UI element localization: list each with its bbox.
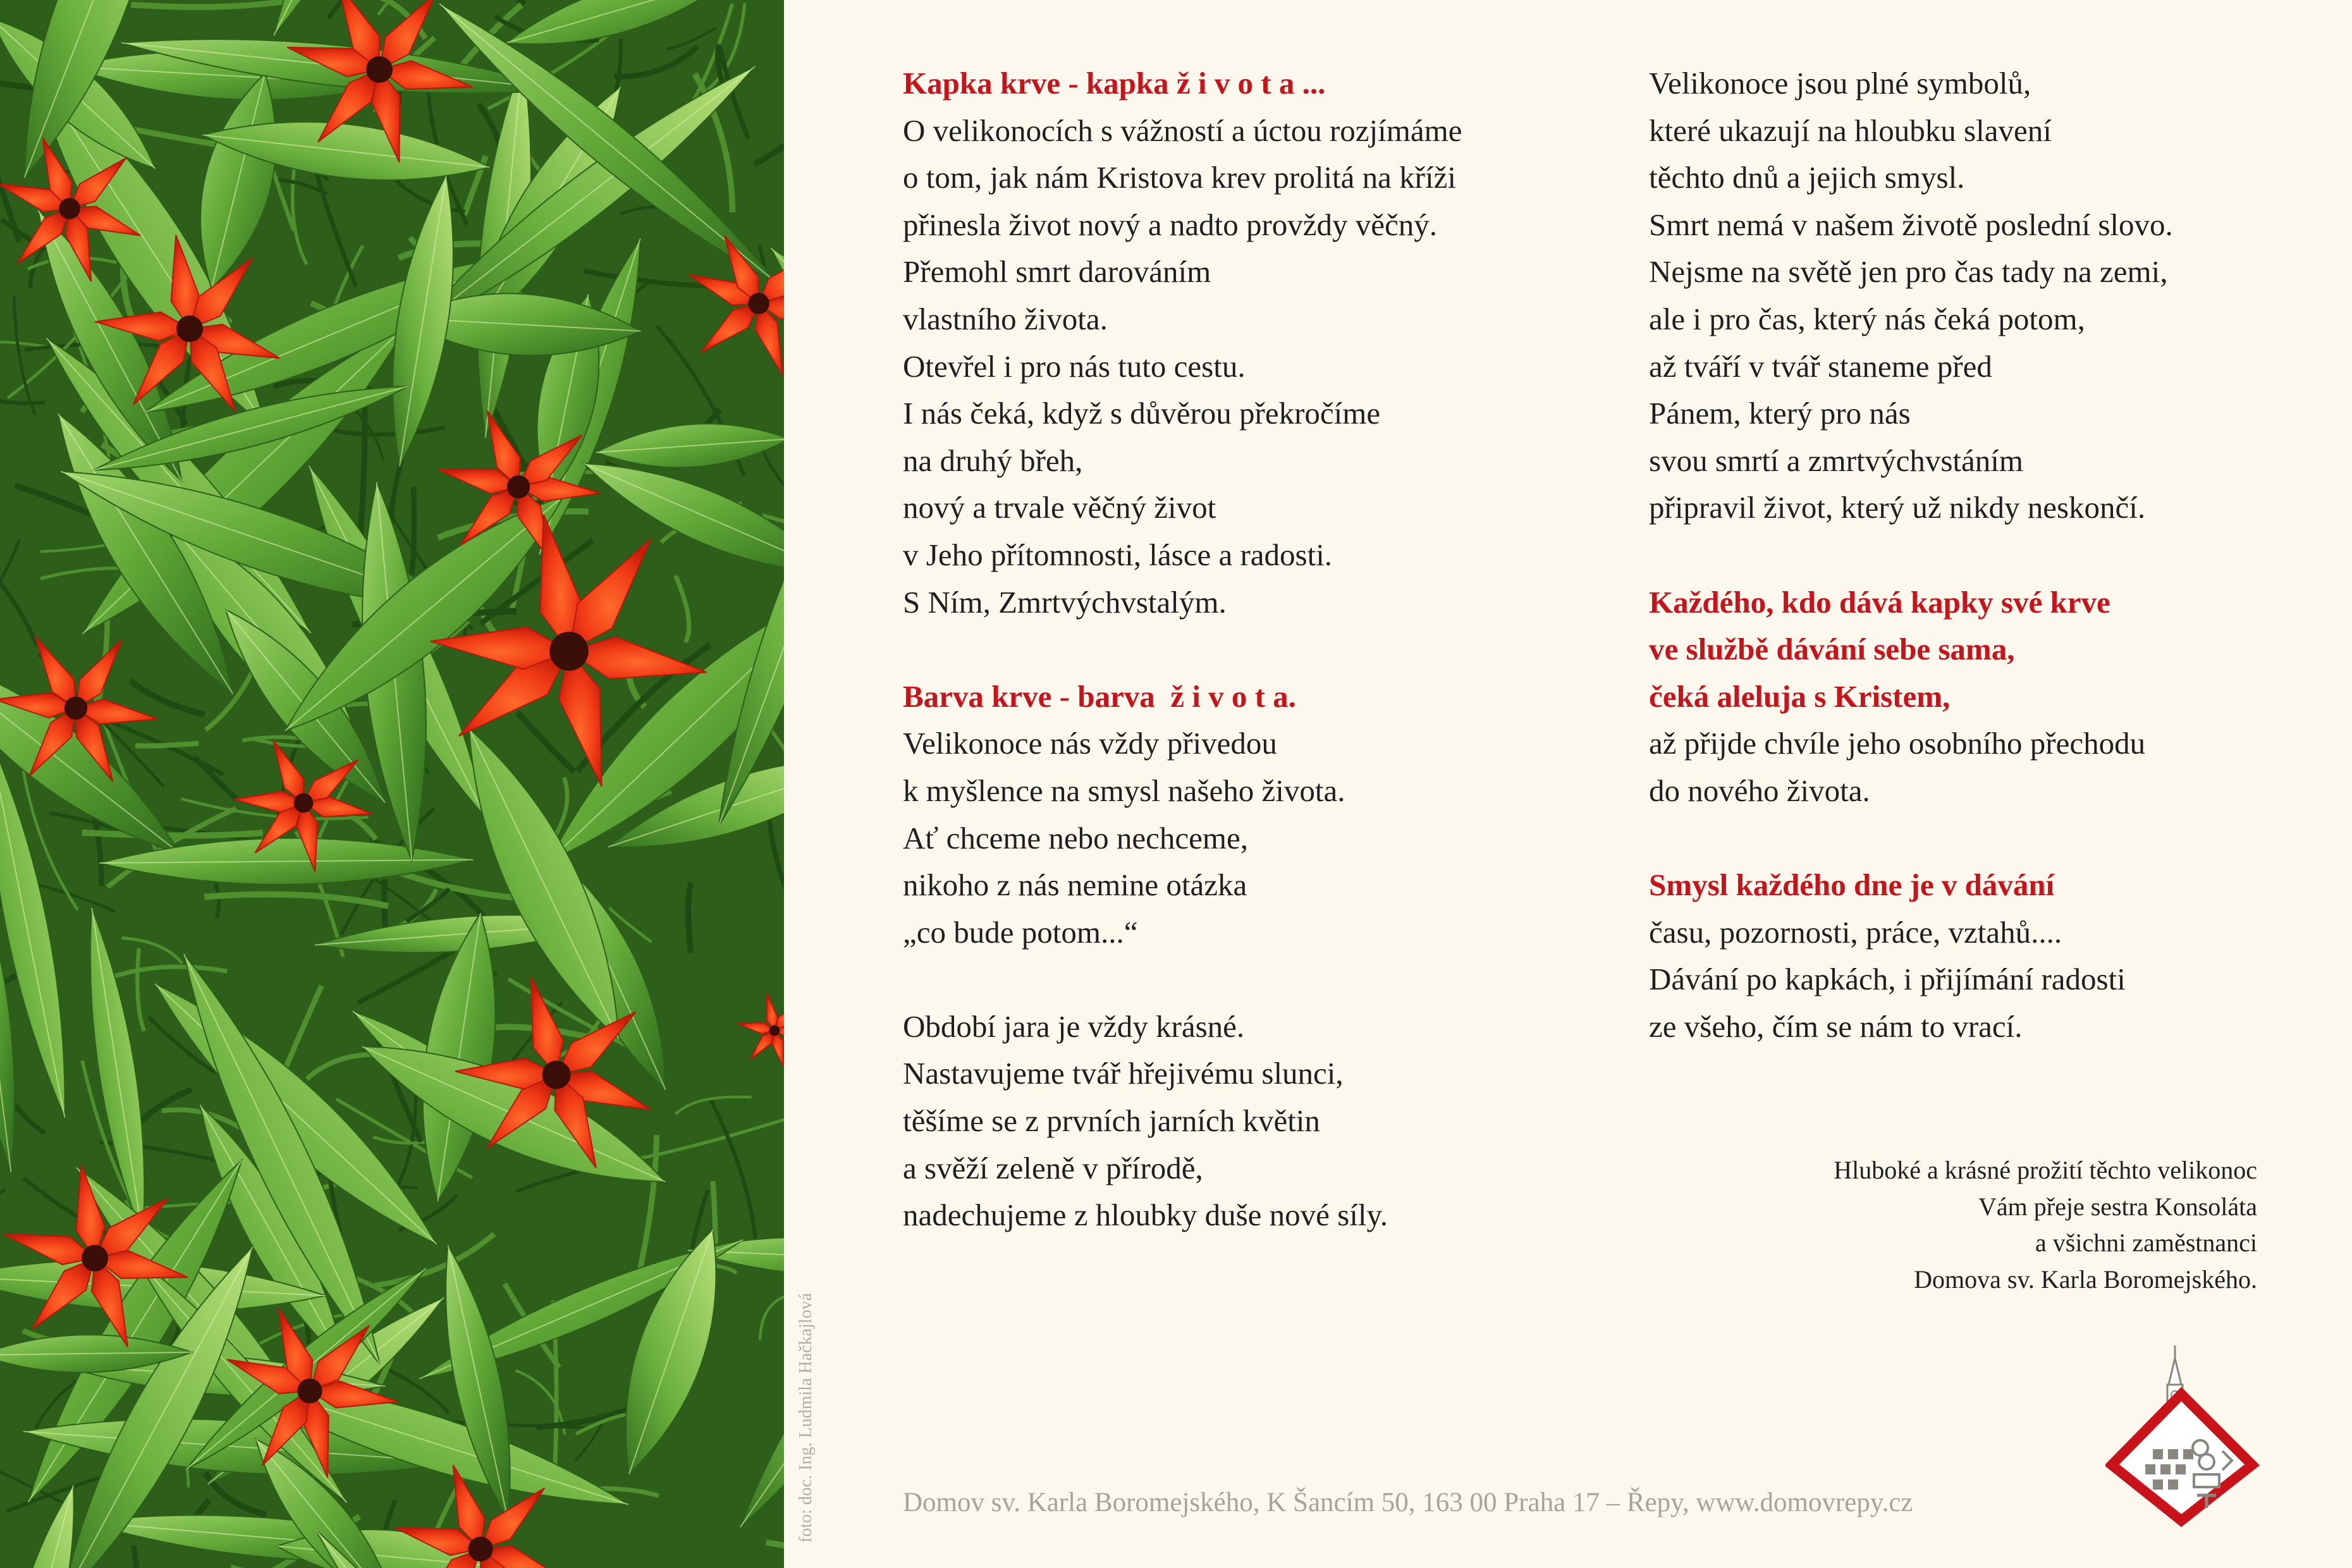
right-text-column <box>1649 60 2173 1050</box>
text-line: času, pozornosti, práce, vztahů.... <box>1649 914 2062 950</box>
closing-line: Domova sv. Karla Boromejského. <box>1914 1265 2257 1294</box>
text-line: Nastavujeme tvář hřejivému slunci, <box>903 1056 1344 1091</box>
text-line: až tváří v tvář staneme před <box>1649 348 1992 384</box>
photo-credit-text: foto: doc. Ing. Ludmila Hačkajlová <box>796 1293 816 1543</box>
tulips-photo <box>0 0 784 1568</box>
text-line: Ať chceme nebo nechceme, <box>903 820 1249 855</box>
footer-address: Domov sv. Karla Boromejského, K Šancím 50, 163 00 Praha 17 – Řepy, www.domovrepy.cz <box>903 1488 1913 1517</box>
text-line: v Jeho přítomnosti, lásce a radosti. <box>903 537 1333 572</box>
blank-line <box>903 956 1462 1003</box>
text-line: Velikonoce jsou plné symbolů, <box>1649 66 2031 101</box>
closing-line: Hluboké a krásné prožití těchto velikonoc <box>1834 1156 2257 1184</box>
photo-credit <box>793 1214 819 1543</box>
text-line: Dávání po kapkách, i přijímání radosti <box>1649 962 2126 997</box>
blank-line <box>1649 815 2173 862</box>
text-line: Otevřel i pro nás tuto cestu. <box>903 348 1246 384</box>
text-line: těšíme se z prvních jarních květin <box>903 1103 1320 1139</box>
left-text-column <box>903 60 1462 1239</box>
closing-line: Vám přeje sestra Konsoláta <box>1978 1192 2257 1221</box>
heading-line: čeká aleluja s Kristem, <box>1649 678 1951 714</box>
text-line: S Ním, Zmrtvýchvstalým. <box>903 584 1227 620</box>
text-line: nikoho z nás nemine otázka <box>903 867 1247 903</box>
text-line: Období jara je vždy krásné. <box>903 1008 1245 1044</box>
text-line: nový a trvale věčný život <box>903 490 1216 525</box>
text-line: do nového života. <box>1649 773 1870 808</box>
text-line: Smrt nemá v našem životě poslední slovo. <box>1649 207 2173 242</box>
text-line: ze všeho, čím se nám to vrací. <box>1649 1008 2023 1044</box>
closing-line: a všichni zaměstnanci <box>2035 1228 2257 1257</box>
red-tulips-photo-icon <box>0 0 784 1568</box>
text-line: těchto dnů a jejich smysl. <box>1649 160 1965 195</box>
text-line: připravil život, který už nikdy neskončí. <box>1649 490 2146 525</box>
text-line: Přemohl smrt darováním <box>903 254 1211 290</box>
text-line: O velikonocích s vážností a úctou rozjímáme <box>903 113 1462 148</box>
text-line: I nás čeká, když s důvěrou překročíme <box>903 396 1381 431</box>
blank-line <box>903 626 1462 673</box>
text-line: vlastního života. <box>903 301 1108 336</box>
text-line: až přijde chvíle jeho osobního přechodu <box>1649 726 2146 761</box>
text-line: nadechujeme z hloubky duše nové síly. <box>903 1197 1388 1233</box>
text-line: Nejsme na světě jen pro čas tady na zemi, <box>1649 254 2168 290</box>
heading-line: Každého, kdo dává kapky své krve <box>1649 584 2110 620</box>
text-line: „co bude potom...“ <box>903 914 1138 950</box>
text-line: na druhý břeh, <box>903 443 1083 478</box>
heading-line: Barva krve - barva ž i v o t a. <box>903 678 1296 714</box>
text-line: ale i pro čas, který nás čeká potom, <box>1649 301 2085 336</box>
heading-line: Kapka krve - kapka ž i v o t a ... <box>903 66 1326 101</box>
heading-line: ve službě dávání sebe sama, <box>1649 632 2015 667</box>
text-line: svou smrtí a zmrtvýchvstáním <box>1649 443 2023 478</box>
closing-greeting <box>1834 1152 2257 1297</box>
text-line: a svěží zeleně v přírodě, <box>903 1150 1203 1185</box>
text-line: k myšlence na smysl našeho života. <box>903 773 1345 808</box>
text-line: přinesla život nový a nadto provždy věčný. <box>903 207 1438 242</box>
text-line: Velikonoce nás vždy přivedou <box>903 726 1277 761</box>
blank-line <box>1649 532 2173 579</box>
text-line: o tom, jak nám Kristova krev prolitá na kříži <box>903 160 1456 195</box>
domov-repy-logo-icon <box>2105 1340 2270 1530</box>
text-line: Pánem, který pro nás <box>1649 396 1911 431</box>
heading-line: Smysl každého dne je v dávání <box>1649 867 2055 903</box>
text-line: které ukazují na hloubku slavení <box>1649 113 2052 148</box>
